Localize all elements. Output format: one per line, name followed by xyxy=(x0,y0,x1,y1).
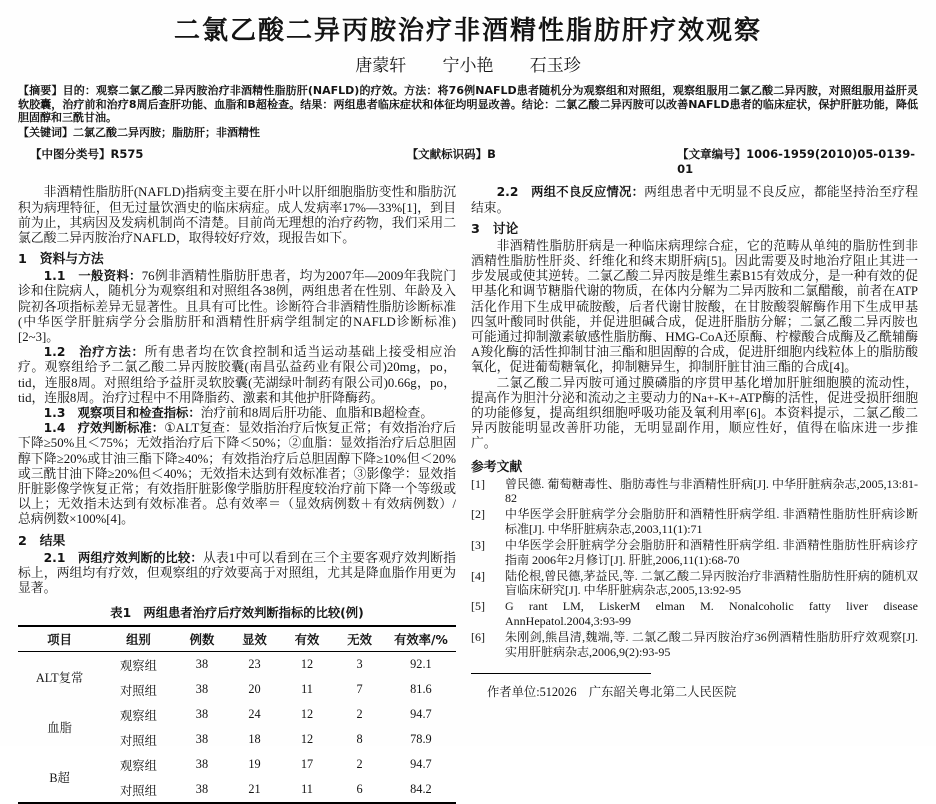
table-cell: 对照组 xyxy=(119,733,157,748)
table-cell: 94.7 xyxy=(410,707,432,722)
reference-text: 中华医学会肝脏病学分会脂肪肝和酒精性肝病学组. 非酒精性脂肪性肝病诊疗指南 2006年2月修订[J]. 肝脏,2006,11(1):68-70 xyxy=(505,538,918,567)
table-cell: 7 xyxy=(356,682,363,697)
reference-item xyxy=(471,507,918,536)
document-code: 【文献标识码】B xyxy=(406,147,496,162)
article-number: 【文章编号】1006-1959(2010)05-0139-01 xyxy=(677,147,915,177)
column-header: 显效 xyxy=(228,626,281,652)
section-1-3-paragraph xyxy=(18,406,456,421)
row-group-label: ALT复常 xyxy=(35,671,84,686)
table-1-header xyxy=(18,626,456,652)
reference-number: [5] xyxy=(471,599,485,614)
author-line xyxy=(18,51,918,76)
column-header: 有效率/% xyxy=(386,626,456,652)
right-column xyxy=(471,185,918,804)
abstract-label: 【摘要】 xyxy=(18,84,63,97)
author-footnote xyxy=(471,673,918,700)
table-cell: 3 xyxy=(356,657,363,672)
section-2-1-label: 2.1 两组疗效判断的比较： xyxy=(43,550,203,565)
section-3-heading: 3 讨论 xyxy=(471,221,519,237)
section-1-2-label: 1.2 治疗方法： xyxy=(43,345,145,360)
table-cell: 8 xyxy=(356,732,363,747)
column-header: 例数 xyxy=(176,626,229,652)
table-cell: 78.9 xyxy=(410,732,432,747)
table-row xyxy=(18,752,456,777)
section-2-2-paragraph xyxy=(471,185,918,215)
table-cell: 2 xyxy=(356,707,363,722)
section-1-3-text: 治疗前和8周后肝功能、血脂和B超检查。 xyxy=(200,406,434,421)
table-cell: 24 xyxy=(248,707,261,722)
section-1-3-label: 1.3 观察项目和检查指标： xyxy=(43,406,201,421)
table-cell: 84.2 xyxy=(410,782,432,797)
column-header: 项目 xyxy=(18,626,101,652)
author-name: 石玉珍 xyxy=(529,56,581,75)
reference-text: 曾民德. 葡萄糖毒性、脂肪毒性与非酒精性肝病[J]. 中华肝脏病杂志,2005,13:81-82 xyxy=(505,476,918,506)
column-header: 无效 xyxy=(333,626,386,652)
author-name: 唐蒙轩 xyxy=(355,56,407,75)
table-cell: 12 xyxy=(300,732,314,747)
table-cell: 38 xyxy=(195,682,209,697)
table-cell: 12 xyxy=(300,657,314,672)
abstract-paragraph xyxy=(18,84,918,125)
section-1-heading: 1 资料与方法 xyxy=(18,252,104,268)
table-1-body xyxy=(18,652,456,804)
discussion-paragraph-1: 非酒精性脂肪肝病是一种临床病理综合症，它的范畴从单纯的脂肪性到非酒精性脂肪性肝炎、纤维化和终末期肝病[5]。因此需要及时地治疗阻止其进一步发展或使其逆转。二氯乙酸二异丙胺是维生素B15有效成分，是一种有效的促甲基化和调节糖脂代谢的物质，在体内分解为二异丙胺和二氯醋酸，前者在ATP活化作用下生成甲硫胺酸，后者代谢甘胺酸，在甘胺酸裂解酶作用下生成甲基四氢叶酸同时供能，并促进胆碱合成，促进肝脂肪分解；二氯乙酸二异丙胺也可能通过抑制激素敏感性脂肪酶、HMG-CoA还原酶、柠檬酸合成酶及乙酰辅酶A羧化酶的活性抑制甘油三酯和胆固醇的合成，促进肝细胞内线粒体上的脂肪酸氧化，促进葡萄糖氧化，抑制糖异生，抑制肝脏甘油三酯的合成[4]。 xyxy=(471,238,918,375)
table-1-title: 表1 两组患者治疗后疗效判断指标的比较(例) xyxy=(110,606,364,621)
table-cell: 对照组 xyxy=(119,683,157,698)
table-cell: 94.7 xyxy=(410,757,432,772)
table-cell: 2 xyxy=(356,757,363,772)
table-cell: 18 xyxy=(248,732,261,747)
page-title: 二氯乙酸二异丙胺治疗非酒精性脂肪肝疗效观察 xyxy=(173,16,762,46)
section-1-2-text: 所有患者均在饮食控制和适当运动基础上接受相应治疗。观察组给予二氯乙酸二异丙胺胶囊(南昌弘益药业有限公司)20mg，po，tid，连服8周。对照组给予益肝灵软胶囊(芜湖绿叶制药有限公司)0.66g，po，tid，连服8周。治疗过程中不用降脂药、激素和其他护肝降酶药。 xyxy=(18,345,456,405)
table-cell: 观察组 xyxy=(119,658,157,673)
table-cell: 19 xyxy=(248,757,261,772)
references-heading: 参考文献 xyxy=(471,459,523,475)
footnote-divider xyxy=(471,673,651,674)
section-1-4-label: 1.4 疗效判断标准： xyxy=(43,421,165,436)
table-cell: 38 xyxy=(195,782,209,797)
table-cell: 21 xyxy=(248,782,261,797)
section-2-1-text: 从表1中可以看到在三个主要客观疗效判断指标上，两组均有疗效，但观察组的疗效要高于对照组，尤其是降血脂作用更为显著。 xyxy=(18,550,456,596)
left-column xyxy=(18,185,456,804)
section-2-heading: 2 结果 xyxy=(18,533,66,549)
section-2-2-text: 两组患者中无明显不良反应，都能坚持治至疗程结束。 xyxy=(471,185,918,215)
row-group-label: B超 xyxy=(49,771,70,786)
table-cell: 观察组 xyxy=(119,758,157,773)
reference-number: [4] xyxy=(471,568,485,583)
table-cell: 12 xyxy=(300,707,314,722)
table-cell: 11 xyxy=(301,782,313,797)
table-cell: 38 xyxy=(195,732,209,747)
author-name: 宁小艳 xyxy=(442,56,494,75)
reference-text: 陆伦根,曾民德,茅益民,等. 二氯乙酸二异丙胺治疗非酒精性脂肪性肝病的随机双盲临床研究[J]. 中华肝脏病杂志,2005,13:92-95 xyxy=(505,568,918,598)
keywords-label: 【关键词】 xyxy=(18,125,73,139)
table-cell: 6 xyxy=(356,782,363,797)
row-group-label: 血脂 xyxy=(47,721,72,736)
section-2-1-paragraph xyxy=(18,551,456,597)
reference-item xyxy=(471,569,918,598)
table-row xyxy=(18,702,456,727)
table-cell: 17 xyxy=(300,757,314,772)
section-1-1-text: 76例非酒精性脂肪肝患者，均为2007年—2009年我院门诊和住院病人，随机分为观察组和对照组各38例，两组患者在性别、年龄及入院初各项指标差异无显著性。且具有可比性。诊断符合非酒精性脂肪诊断标准(中华医学肝脏病学分会脂肪肝和酒精性肝病学组制定的NAFLD诊断标准)[2~3]。 xyxy=(18,269,456,344)
reference-number: [2] xyxy=(471,507,485,522)
discussion-paragraph-2: 二氯乙酸二异丙胺可通过膜磷脂的序贯甲基化增加肝脏细胞膜的流动性，提高作为胆汁分泌和流动之主要动力的Na+-K+-ATP酶的活性，促进受损肝细胞的功能修复，提高组织细胞呼吸功能及氧利用率[6]。本资料提示，二氯乙酸二异丙胺能明显改善肝功能，无明显副作用，顺应性好，值得在临床进一步推广。 xyxy=(471,375,918,451)
clc-number: 【中图分类号】R575 xyxy=(30,147,144,162)
section-1-1-paragraph xyxy=(18,269,456,345)
table-cell: 观察组 xyxy=(119,708,157,723)
table-cell: 38 xyxy=(195,757,209,772)
reference-number: [3] xyxy=(471,538,485,552)
table-cell: 23 xyxy=(248,657,261,672)
reference-item xyxy=(471,538,918,567)
keywords-line xyxy=(18,126,918,140)
reference-number: [1] xyxy=(471,476,485,491)
section-1-1-label: 1.1 一般资料： xyxy=(43,269,142,284)
reference-item xyxy=(471,599,918,628)
keywords-text: 二氯乙酸二异丙胺；脂肪肝；非酒精性 xyxy=(73,125,260,139)
two-column-body xyxy=(18,185,918,804)
table-header-row xyxy=(18,626,456,652)
table-cell: 38 xyxy=(195,657,209,672)
section-2-2-label: 2.2 两组不良反应情况： xyxy=(496,185,645,200)
section-1-2-paragraph xyxy=(18,345,456,406)
reference-item xyxy=(471,630,918,659)
table-1 xyxy=(18,625,456,804)
intro-paragraph: 非酒精性脂肪肝(NAFLD)指病变主要在肝小叶以肝细胞脂肪变性和脂肪沉积为病理特征，但无过量饮酒史的临床病症。成人发病率17%—33%[1]，到目前为止，其病因及发病机制尚不清楚。目前尚无理想的治疗药物，我们采用二氯乙酸二异丙胺治疗NAFLD，取得较好疗效，现报告如下。 xyxy=(18,185,456,245)
reference-item xyxy=(471,477,918,506)
table-cell: 38 xyxy=(195,707,209,722)
table-cell: 对照组 xyxy=(119,783,157,798)
reference-text: 中华医学会肝脏病学分会脂肪肝和酒精性肝病学组. 非酒精性脂肪性肝病诊断标准[J]. 中华肝脏病杂志,2003,11(1):71 xyxy=(505,507,918,536)
table-cell: 81.6 xyxy=(410,682,432,697)
table-cell: 11 xyxy=(301,682,313,697)
table-cell: 92.1 xyxy=(410,657,432,672)
column-header: 组别 xyxy=(101,626,175,652)
section-1-4-paragraph xyxy=(18,421,456,527)
table-cell: 20 xyxy=(248,682,261,697)
reference-number: [6] xyxy=(471,630,485,645)
abstract-text: 目的：观察二氯乙酸二异丙胺治疗非酒精性脂肪肝(NAFLD)的疗效。方法：将76例NAFLD患者随机分为观察组和对照组，观察组服用二氯乙酸二异丙胺，对照组服用益肝灵软胶囊，治疗前和治疗8周后查肝功能、血脂和B超检查。结果：两组患者临床症状和体征均明显改善。结论：二氯乙酸二异丙胺可以改善NAFLD患者的临床症状，保护肝脏功能，降低胆固醇和三酰甘油。 xyxy=(18,84,919,125)
table-row xyxy=(18,652,456,678)
section-1-4-text: ①ALT复查：显效指治疗后恢复正常；有效指治疗后下降≥50%且＜75%；无效指治疗后下降＜50%；②血脂：显效指治疗后总胆固醇下降≥20%或甘油三酯下降≥40%；有效指治疗后总胆固醇下降≥10%但＜20%或三酰甘油下降≥20%但＜40%；无效指未达到有效标准者；③影像学：显效指肝脏影像学恢复正常；有效指肝脏影像学脂肪肝程度较治疗前下降一个等级或以上；无效指未达到有效标准者。总有效率＝（显效病例数＋有效病例数）/总病例数×100%[4]。 xyxy=(18,421,456,527)
reference-text: G rant LM, LiskerM elman M. Nonalcoholic fatty liver disease AnnHepatol.2004,3:93-99 xyxy=(505,599,918,628)
column-header: 有效 xyxy=(281,626,334,652)
reference-text: 朱刚剑,熊昌清,魏端,等. 二氯乙酸二异丙胺治疗36例酒精性脂肪肝疗效观察[J]. 实用肝脏病杂志,2006,9(2):93-95 xyxy=(505,630,918,659)
meta-row xyxy=(18,146,918,176)
author-affiliation: 作者单位:512026 广东韶关粤北第二人民医院 xyxy=(487,685,737,700)
